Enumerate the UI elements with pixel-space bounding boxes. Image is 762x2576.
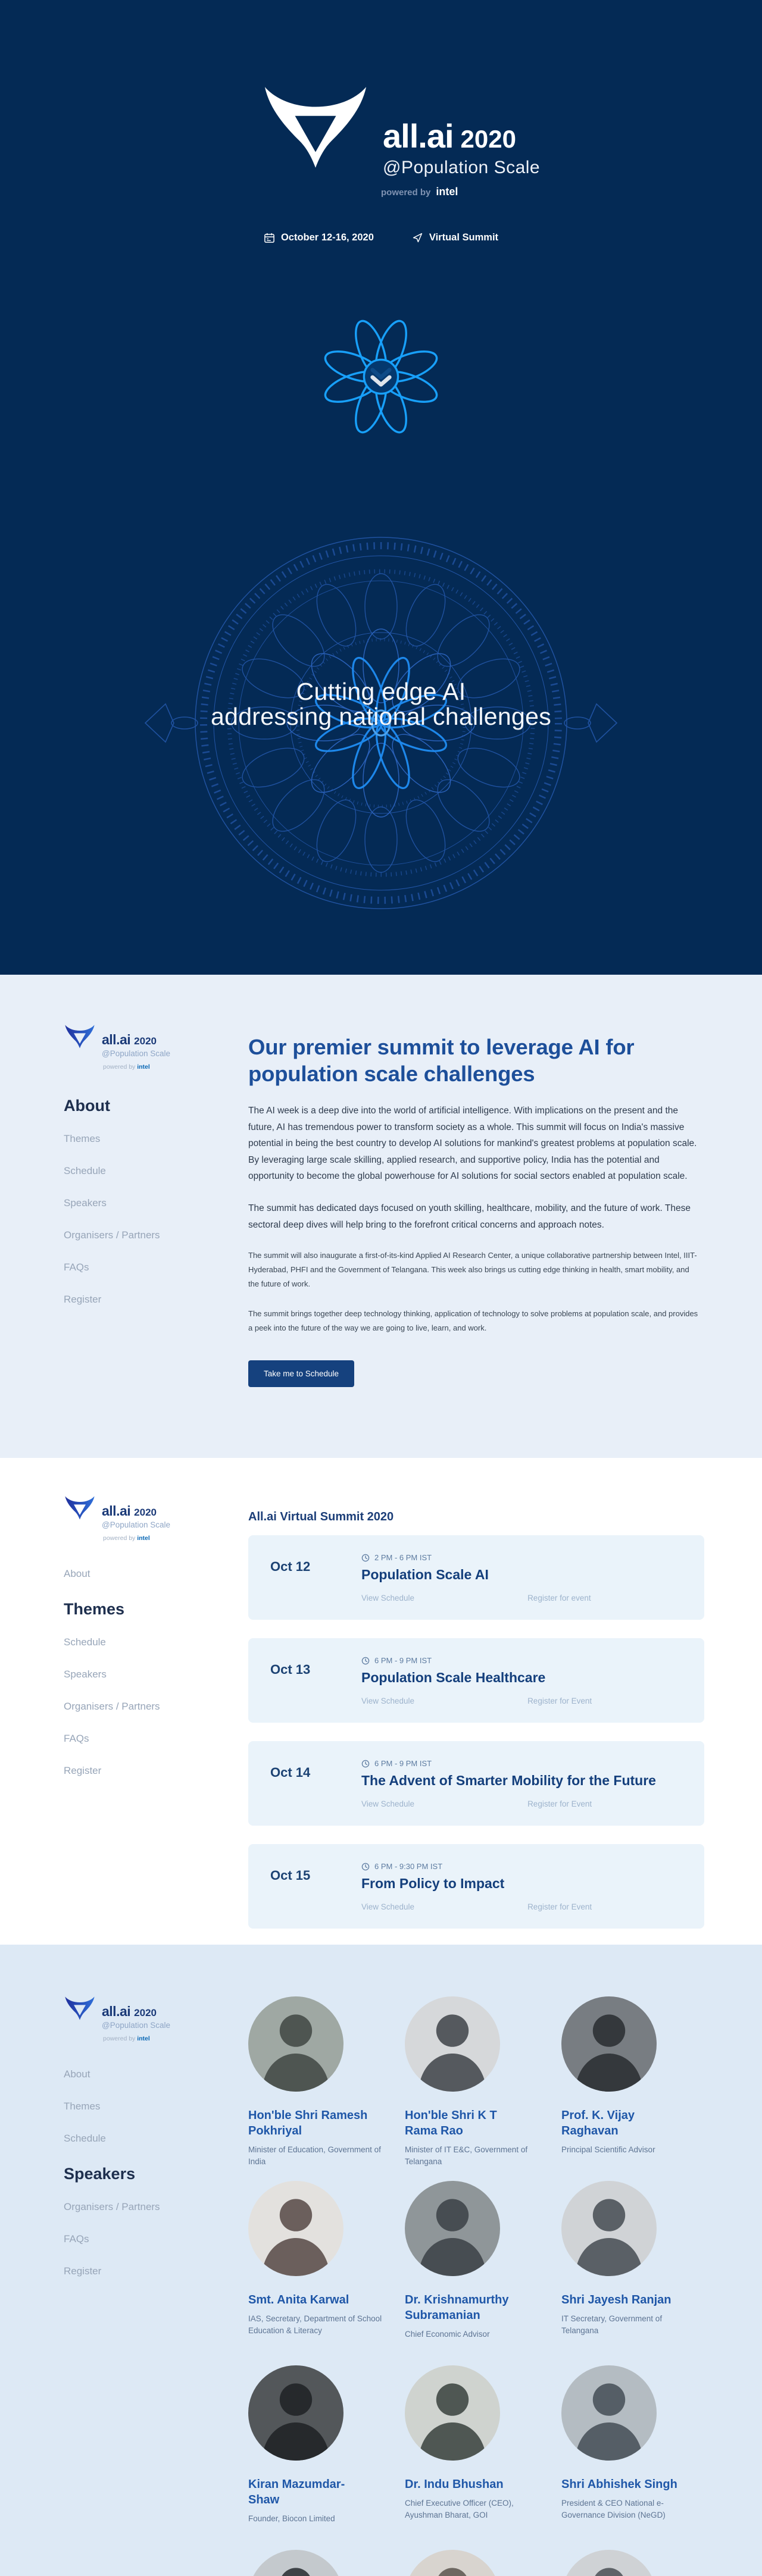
sidebar-nav — [64, 1568, 213, 1777]
event-time: 2 PM - 6 PM IST — [361, 1553, 591, 1562]
hero-section — [0, 0, 762, 975]
sidebar-about — [64, 1023, 213, 1326]
sidebar-item-speakers[interactable]: Speakers — [64, 2165, 136, 2183]
event-date: Oct 14 — [270, 1765, 311, 1780]
event-title: The Advent of Smarter Mobility for the Future — [361, 1773, 656, 1788]
allai-logo-icon — [64, 1023, 96, 1050]
speaker-card — [248, 2550, 391, 2576]
event-date-label: October 12-16, 2020 — [280, 232, 374, 243]
event-time: 6 PM - 9:30 PM IST — [361, 1862, 592, 1871]
intel-logo: intel — [137, 1063, 150, 1071]
register-event-link[interactable]: Register for event — [527, 1594, 591, 1602]
sidebar-logo[interactable] — [64, 1495, 213, 1529]
event-title: Population Scale AI — [361, 1567, 489, 1582]
sidebar-item-register[interactable]: Register — [64, 2265, 102, 2277]
about-paragraph-4: The summit brings together deep technology thinking, application of technology to solve problems at population scale, and provides a peek into the future of the way we are going to live, learn, and work. — [248, 1309, 698, 1333]
event-meta — [0, 232, 762, 243]
hero-tagline — [0, 680, 762, 730]
hero-tagline-line2: addressing national challenges — [210, 702, 551, 730]
speakers-section — [0, 1945, 762, 2576]
sidebar-item-schedule[interactable]: Schedule — [64, 1165, 106, 1176]
schedule-cards — [248, 1535, 704, 1947]
schedule-section — [0, 1458, 762, 1945]
sidebar-item-faqs[interactable]: FAQs — [64, 1733, 89, 1744]
brand-name: all.ai — [383, 117, 454, 155]
speaker-photo — [561, 2181, 657, 2276]
powered-by: powered by intel — [103, 1535, 150, 1542]
event-title: From Policy to Impact — [361, 1876, 505, 1891]
allai-logo-icon — [64, 1495, 96, 1521]
event-mode — [412, 232, 498, 243]
sidebar-logo[interactable] — [64, 1995, 213, 2030]
speaker-card — [561, 2550, 704, 2576]
speaker-card — [405, 1996, 548, 2168]
brand-tagline: @Population Scale — [102, 1049, 171, 1058]
speaker-name: Prof. K. Vijay Raghavan — [561, 2109, 635, 2137]
allai-logo-icon — [259, 82, 372, 173]
about-heading: Our premier summit to leverage AI for population scale challenges — [248, 1035, 635, 1086]
hero-tagline-line1: Cutting edge AI — [296, 678, 466, 705]
speaker-photo — [405, 2365, 500, 2461]
about-paragraph-3: The summit will also inaugurate a first-of-its-kind Applied AI Research Center, a unique collaborative partnership between Intel, IIIT-Hyderabad, PHFI and the Government of Telangana. This week also brings us cutting edge thinking in health, smart mobility, and the future of work. — [248, 1251, 697, 1289]
speaker-title: Chief Economic Advisor — [405, 2330, 490, 2339]
speaker-title: IAS, Secretary, Department of School Education & Literacy — [248, 2314, 382, 2336]
powered-by — [381, 186, 458, 198]
brand-name: all.ai — [102, 1032, 131, 1047]
powered-by: powered by intel — [103, 1063, 150, 1071]
speaker-card — [405, 2181, 548, 2340]
powered-by-label: powered by — [381, 187, 431, 198]
sidebar-item-themes[interactable]: Themes — [64, 1133, 101, 1144]
schedule-title: All.ai Virtual Summit 2020 — [248, 1510, 394, 1523]
nav-arrow-icon — [412, 232, 423, 243]
clock-icon — [361, 1863, 370, 1871]
sidebar-item-speakers[interactable]: Speakers — [64, 1669, 107, 1680]
intel-logo: intel — [137, 1535, 150, 1542]
sidebar-item-register[interactable]: Register — [64, 1765, 102, 1776]
speaker-title: Minister of Education, Government of India — [248, 2145, 381, 2167]
sidebar-item-themes[interactable]: Themes — [64, 2101, 101, 2112]
speaker-photo — [561, 2550, 657, 2576]
about-paragraph-2: The summit has dedicated days focused on youth skilling, healthcare, mobility, and the future of work. These sectoral deep dives will help bring to the forefront critical concerns and approach notes. — [248, 1203, 691, 1230]
calendar-icon — [264, 232, 275, 243]
intel-logo: intel — [137, 2035, 150, 2042]
speaker-photo — [405, 1996, 500, 2092]
take-me-to-schedule-button[interactable]: Take me to Schedule — [248, 1360, 354, 1387]
event-card-oct13 — [248, 1638, 704, 1723]
event-card-oct14 — [248, 1741, 704, 1826]
register-event-link[interactable]: Register for Event — [527, 1799, 592, 1808]
sidebar-item-themes[interactable]: Themes — [64, 1600, 125, 1618]
speaker-card — [248, 2181, 391, 2337]
speaker-name: Dr. Krishnamurthy Subramanian — [405, 2293, 509, 2322]
speaker-card — [405, 2550, 548, 2576]
speaker-photo — [248, 2365, 343, 2461]
intel-logo: intel — [436, 186, 458, 198]
brand-year: 2020 — [134, 2007, 157, 2018]
sidebar-logo[interactable] — [64, 1023, 213, 1058]
event-time: 6 PM - 9 PM IST — [361, 1656, 592, 1665]
speaker-card — [405, 2365, 548, 2522]
speaker-title: IT Secretary, Government of Telangana — [561, 2314, 663, 2336]
speaker-photo — [248, 1996, 343, 2092]
view-schedule-link[interactable]: View Schedule — [361, 1697, 415, 1705]
sidebar-nav — [64, 2068, 213, 2277]
speaker-photo — [405, 2550, 500, 2576]
event-date: Oct 15 — [270, 1868, 311, 1883]
speaker-name: Dr. Indu Bhushan — [405, 2478, 504, 2491]
speaker-card — [561, 2181, 704, 2337]
register-event-link[interactable]: Register for Event — [527, 1902, 592, 1911]
sidebar-item-about[interactable]: About — [64, 1568, 90, 1579]
view-schedule-link[interactable]: View Schedule — [361, 1594, 415, 1602]
event-date: Oct 13 — [270, 1662, 311, 1677]
powered-by: powered by intel — [103, 2035, 150, 2042]
sidebar-item-about[interactable]: About — [64, 1097, 110, 1115]
clock-icon — [361, 1554, 370, 1562]
speaker-name: Hon'ble Shri K T Rama Rao — [405, 2109, 497, 2137]
register-event-link[interactable]: Register for Event — [527, 1697, 592, 1705]
brand-name: all.ai — [102, 2004, 131, 2019]
brand-tagline: @Population Scale — [102, 2021, 171, 2030]
speaker-name: Shri Jayesh Ranjan — [561, 2293, 672, 2306]
speaker-title: President & CEO National e-Governance Division (NeGD) — [561, 2499, 666, 2520]
speaker-name: Smt. Anita Karwal — [248, 2293, 349, 2306]
view-schedule-link[interactable]: View Schedule — [361, 1902, 415, 1911]
speaker-photo — [248, 2550, 343, 2576]
speaker-card — [248, 2365, 391, 2525]
brand-year: 2020 — [460, 125, 516, 153]
speaker-photo — [248, 2181, 343, 2276]
sidebar-item-organisers[interactable]: Organisers / Partners — [64, 1701, 160, 1712]
brand-tagline: @Population Scale — [102, 1520, 171, 1529]
speaker-card — [561, 1996, 704, 2156]
sidebar-item-organisers[interactable]: Organisers / Partners — [64, 2201, 160, 2212]
speaker-photo — [561, 2365, 657, 2461]
brand-tagline: @Population Scale — [383, 158, 541, 177]
about-paragraph-1: The AI week is a deep dive into the world of artificial intelligence. With implications on the present and the future, AI has tremendous power to transform society as a whole. This summit will focus on India's massive potential in being the best country to develop AI solutions for mankind's greatest problems at population scale. By leveraging large scale skilling, applied research, and supportive policy, India has the potential and opportunity to become the global powerhouse for AI solutions for social sectors enabled at population scale. — [248, 1106, 697, 1182]
brand-name: all.ai — [102, 1503, 131, 1519]
speaker-card — [248, 1996, 391, 2168]
clock-icon — [361, 1657, 370, 1665]
event-time: 6 PM - 9 PM IST — [361, 1759, 656, 1768]
speaker-title: Minister of IT E&C, Government of Telangana — [405, 2145, 528, 2167]
sidebar-themes — [64, 1495, 213, 1797]
view-schedule-link[interactable]: View Schedule — [361, 1799, 415, 1808]
event-card-oct15 — [248, 1844, 704, 1929]
sidebar-item-organisers[interactable]: Organisers / Partners — [64, 1229, 160, 1241]
sidebar-item-schedule[interactable]: Schedule — [64, 1636, 106, 1648]
speaker-photo — [561, 1996, 657, 2092]
event-card-oct12 — [248, 1535, 704, 1620]
speaker-title: Chief Executive Officer (CEO), Ayushman Bharat, GOI — [405, 2499, 514, 2520]
speaker-photo — [405, 2181, 500, 2276]
atom-flower-graphic[interactable] — [321, 317, 441, 442]
sidebar-nav — [64, 1097, 213, 1306]
brand-year: 2020 — [134, 1507, 157, 1518]
sidebar-item-schedule[interactable]: Schedule — [64, 2133, 106, 2144]
event-title: Population Scale Healthcare — [361, 1670, 546, 1685]
sidebar-item-faqs[interactable]: FAQs — [64, 1262, 89, 1273]
sidebar-item-speakers[interactable]: Speakers — [64, 1197, 107, 1209]
hero-logo — [259, 82, 540, 178]
about-section — [0, 975, 762, 1458]
sidebar-speakers — [64, 1995, 213, 2298]
allai-logo-icon — [64, 1995, 96, 2021]
speaker-name: Shri Abhishek Singh — [561, 2478, 677, 2491]
event-date: Oct 12 — [270, 1559, 311, 1574]
event-mode-label: Virtual Summit — [429, 232, 499, 243]
sidebar-item-faqs[interactable]: FAQs — [64, 2233, 89, 2245]
speaker-name: Kiran Mazumdar-Shaw — [248, 2478, 345, 2506]
event-date — [264, 232, 374, 243]
brand-year: 2020 — [134, 1035, 157, 1047]
speaker-card — [561, 2365, 704, 2522]
speaker-title: Founder, Biocon Limited — [248, 2514, 335, 2523]
sidebar-item-about[interactable]: About — [64, 2068, 90, 2080]
speaker-name: Hon'ble Shri Ramesh Pokhriyal — [248, 2109, 368, 2137]
sidebar-item-register[interactable]: Register — [64, 1294, 102, 1305]
speaker-title: Principal Scientific Advisor — [561, 2145, 655, 2154]
clock-icon — [361, 1760, 370, 1768]
